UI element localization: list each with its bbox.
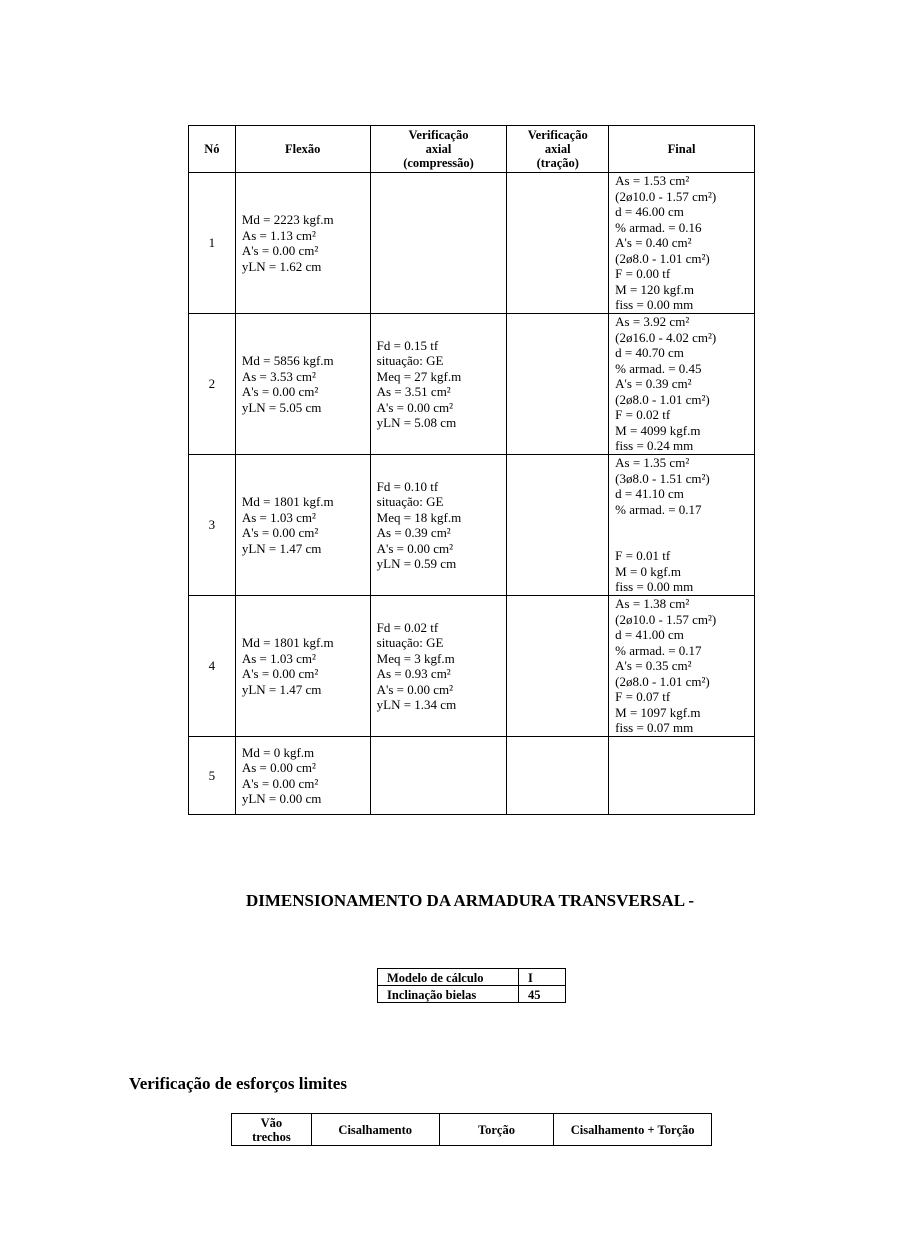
cell-line: (2ø8.0 - 1.01 cm²) <box>615 250 710 266</box>
cell-line: % armad. = 0.16 <box>615 219 702 235</box>
compressao-cell <box>370 455 507 596</box>
node-row <box>189 314 755 455</box>
node-row <box>189 596 755 737</box>
cell-line: A's = 0.40 cm² <box>615 235 692 250</box>
cell-line: (2ø8.0 - 1.01 cm²) <box>615 673 710 689</box>
cell-line: A's = 0.35 cm² <box>615 658 692 673</box>
section-title: DIMENSIONAMENTO DA ARMADURA TRANSVERSAL - <box>245 891 695 910</box>
tracao-cell <box>507 455 609 596</box>
cell-line: As = 1.35 cm² <box>615 455 690 470</box>
node-number: 2 <box>189 314 236 455</box>
flexao-cell <box>235 737 370 815</box>
cell-line: fiss = 0.00 mm <box>615 297 694 312</box>
node-number: 1 <box>189 173 236 314</box>
cell-line: Md = 0 kgf.m <box>241 744 315 760</box>
cell-line: Md = 2223 kgf.m <box>241 212 334 227</box>
cell-line: Meq = 27 kgf.m <box>376 368 462 384</box>
cell-line: yLN = 1.34 cm <box>376 697 457 712</box>
cell-line: As = 1.53 cm² <box>615 173 690 188</box>
cell-line: A's = 0.00 cm² <box>241 384 319 399</box>
param-label: Inclinação bielas <box>378 986 519 1003</box>
cell-line: A's = 0.39 cm² <box>615 376 692 391</box>
final-cell <box>609 314 755 455</box>
header-tracao: Verificação axial (tração) <box>507 126 609 173</box>
param-label: Modelo de cálculo <box>378 969 519 986</box>
tracao-cell <box>507 596 609 737</box>
cell-line: As = 3.53 cm² <box>241 368 316 384</box>
cell-line: As = 1.38 cm² <box>615 596 690 611</box>
cell-line: Fd = 0.10 tf <box>376 478 439 494</box>
cell-line: As = 0.93 cm² <box>376 666 451 681</box>
final-cell <box>609 455 755 596</box>
cell-line: yLN = 0.59 cm <box>376 556 457 571</box>
cell-line <box>615 533 748 549</box>
cell-line: Fd = 0.15 tf <box>376 337 439 353</box>
cell-line: As = 3.92 cm² <box>615 314 690 329</box>
cell-line: d = 41.00 cm <box>615 627 684 642</box>
param-value: I <box>519 969 566 986</box>
cell-line: F = 0.01 tf <box>615 548 671 563</box>
cell-line: Md = 5856 kgf.m <box>241 353 334 368</box>
cell-line: M = 0 kgf.m <box>615 563 681 579</box>
header-torcao: Torção <box>439 1114 554 1146</box>
cell-line: A's = 0.00 cm² <box>241 525 319 540</box>
cell-line: (2ø16.0 - 4.02 cm²) <box>615 329 717 345</box>
cell-line: As = 1.03 cm² <box>241 509 316 525</box>
cell-line: A's = 0.00 cm² <box>241 243 319 258</box>
flexao-cell <box>235 173 370 314</box>
cell-line <box>615 517 748 533</box>
tracao-cell <box>507 737 609 815</box>
cell-line: (3ø8.0 - 1.51 cm²) <box>615 470 710 486</box>
final-cell <box>609 737 755 815</box>
flexao-cell <box>235 314 370 455</box>
nodes-header-row <box>189 126 755 173</box>
cell-line: % armad. = 0.45 <box>615 360 702 376</box>
cell-line: A's = 0.00 cm² <box>376 399 454 415</box>
cell-line: A's = 0.00 cm² <box>241 666 319 681</box>
header-flexao: Flexão <box>235 126 370 173</box>
compressao-cell <box>370 737 507 815</box>
flexao-cell <box>235 596 370 737</box>
cell-line: M = 120 kgf.m <box>615 281 694 297</box>
cell-line: situação: GE <box>376 494 444 509</box>
cell-line: As = 3.51 cm² <box>376 384 451 399</box>
header-cisalhamento: Cisalhamento <box>311 1114 439 1146</box>
limits-table <box>231 1113 712 1146</box>
cell-line: d = 46.00 cm <box>615 204 684 219</box>
cell-line: M = 1097 kgf.m <box>615 704 701 720</box>
cell-line: A's = 0.00 cm² <box>376 540 454 556</box>
cell-line: Meq = 18 kgf.m <box>376 509 462 525</box>
cell-line: yLN = 0.00 cm <box>241 791 322 806</box>
compressao-cell <box>370 596 507 737</box>
cell-line: situação: GE <box>376 635 444 650</box>
cell-line: (2ø8.0 - 1.01 cm²) <box>615 391 710 407</box>
cell-line: F = 0.02 tf <box>615 407 671 422</box>
limits-header-row <box>232 1114 712 1146</box>
cell-line: (2ø10.0 - 1.57 cm²) <box>615 188 717 204</box>
cell-line: yLN = 5.05 cm <box>241 399 322 415</box>
compressao-cell <box>370 173 507 314</box>
compressao-cell <box>370 314 507 455</box>
cell-line: A's = 0.00 cm² <box>376 681 454 697</box>
cell-line: fiss = 0.00 mm <box>615 579 694 594</box>
cell-line: A's = 0.00 cm² <box>241 775 319 791</box>
cell-line: As = 0.39 cm² <box>376 525 451 540</box>
cell-line: As = 1.13 cm² <box>241 227 316 243</box>
tracao-cell <box>507 314 609 455</box>
sub-title: Verificação de esforços limites <box>129 1074 347 1093</box>
node-number: 3 <box>189 455 236 596</box>
param-value: 45 <box>519 986 566 1003</box>
cell-line: yLN = 1.47 cm <box>241 540 322 556</box>
node-row <box>189 737 755 815</box>
header-compressao: Verificação axial (compressão) <box>370 126 507 173</box>
header-no: Nó <box>189 126 236 173</box>
nodes-table <box>188 125 755 815</box>
cell-line: M = 4099 kgf.m <box>615 422 701 438</box>
param-row <box>378 986 566 1003</box>
cell-line: As = 0.00 cm² <box>241 760 316 775</box>
cell-line: fiss = 0.07 mm <box>615 720 694 735</box>
cell-line: % armad. = 0.17 <box>615 501 702 517</box>
final-cell <box>609 173 755 314</box>
cell-line: yLN = 5.08 cm <box>376 415 457 430</box>
node-row <box>189 173 755 314</box>
cell-line: situação: GE <box>376 353 444 368</box>
cell-line: yLN = 1.47 cm <box>241 681 322 697</box>
cell-line: F = 0.07 tf <box>615 689 671 704</box>
cell-line: % armad. = 0.17 <box>615 642 702 658</box>
cell-line: Meq = 3 kgf.m <box>376 650 455 666</box>
cell-line: Fd = 0.02 tf <box>376 619 439 635</box>
tracao-cell <box>507 173 609 314</box>
flexao-cell <box>235 455 370 596</box>
header-vao-trechos: Vão trechos <box>232 1114 312 1146</box>
node-number: 5 <box>189 737 236 815</box>
cell-line: d = 40.70 cm <box>615 345 684 360</box>
cell-line: yLN = 1.62 cm <box>241 258 322 274</box>
cell-line: F = 0.00 tf <box>615 266 671 281</box>
cell-line: (2ø10.0 - 1.57 cm²) <box>615 611 717 627</box>
final-cell <box>609 596 755 737</box>
cell-line: Md = 1801 kgf.m <box>241 494 334 509</box>
header-final: Final <box>609 126 755 173</box>
cell-line: fiss = 0.24 mm <box>615 438 694 453</box>
cell-line: d = 41.10 cm <box>615 486 684 501</box>
params-table <box>377 968 566 1003</box>
cell-line: As = 1.03 cm² <box>241 650 316 666</box>
header-cisalhamento-torcao: Cisalhamento + Torção <box>554 1114 712 1146</box>
cell-line: Md = 1801 kgf.m <box>241 635 334 650</box>
node-number: 4 <box>189 596 236 737</box>
node-row <box>189 455 755 596</box>
param-row <box>378 969 566 986</box>
